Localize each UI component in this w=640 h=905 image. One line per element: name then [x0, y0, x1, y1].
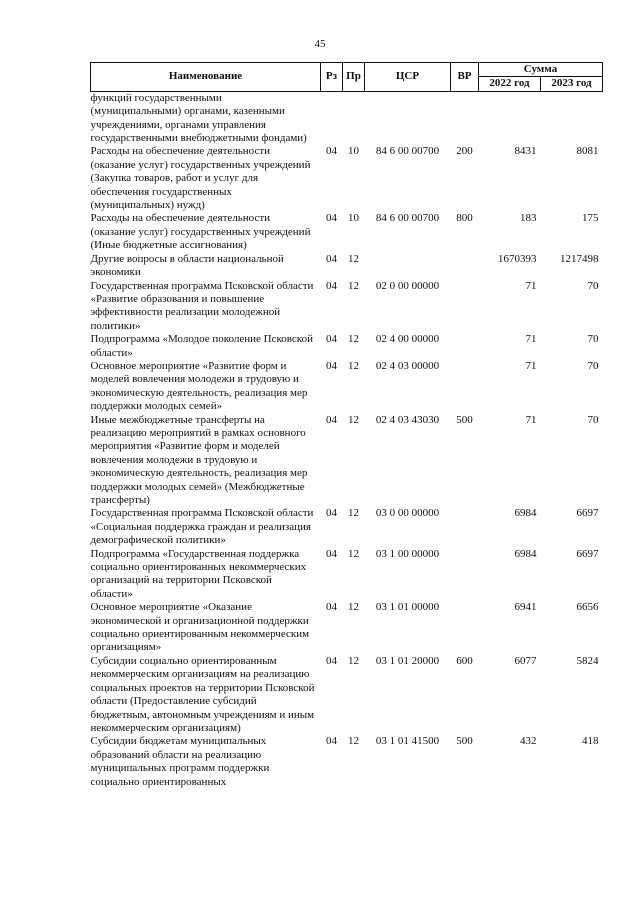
table-body	[91, 91, 603, 789]
cell-pr: 12	[348, 654, 359, 667]
cell-vr: 800	[456, 212, 473, 225]
cell-pr: 12	[348, 507, 359, 520]
table-row	[91, 333, 603, 360]
cell-2022: 432	[520, 735, 537, 748]
cell-2022: 6077	[514, 654, 537, 667]
table-row	[91, 414, 603, 508]
cell-name: Субсидии бюджетам муниципальных образований области на реализацию муниципальных программ поддержки социально ориентированных	[90, 735, 270, 788]
header-csr: ЦСР	[365, 63, 451, 92]
cell-vr	[451, 507, 479, 547]
cell-rz: 04	[326, 601, 337, 614]
header-pr: Пр	[343, 63, 365, 92]
budget-table	[90, 62, 603, 789]
cell-2023: 70	[587, 333, 599, 346]
cell-rz: 04	[326, 547, 337, 560]
table-row	[91, 91, 603, 145]
cell-csr: 02 4 00 00000	[375, 333, 440, 346]
table-row	[91, 145, 603, 212]
cell-pr: 12	[348, 279, 359, 292]
cell-csr: 02 4 03 00000	[375, 359, 440, 372]
cell-pr: 12	[348, 735, 359, 748]
cell-name: Основное мероприятие «Оказание экономической и организационной поддержки социально ориентированным некоммерческим организациям»	[90, 601, 310, 654]
cell-rz: 04	[326, 212, 337, 225]
cell-2023: 1217498	[560, 252, 599, 265]
cell-vr: 600	[456, 654, 473, 667]
cell-2022: 71	[525, 359, 537, 372]
table-row	[91, 253, 603, 280]
cell-2022: 8431	[514, 145, 537, 158]
cell-name: Расходы на обеспечение деятельности (оказание услуг) государственных учреждений (Закупка товаров, работ и услуг для обеспечения государственных (муниципальных) нужд)	[90, 145, 311, 212]
cell-pr: 12	[348, 601, 359, 614]
cell-vr	[451, 601, 479, 655]
cell-rz: 04	[326, 735, 337, 748]
cell-rz: 04	[326, 359, 337, 372]
cell-2023: 70	[587, 279, 599, 292]
cell-2023: 6697	[576, 507, 599, 520]
cell-name: Подпрограмма «Государственная поддержка социально ориентированных некоммерческих организаций на территории Псковской области»	[90, 547, 307, 600]
cell-csr: 84 6 00 00700	[375, 212, 440, 225]
cell-csr: 84 6 00 00700	[375, 145, 440, 158]
table-row	[91, 548, 603, 602]
cell-2023: 8081	[576, 145, 599, 158]
cell-rz: 04	[326, 507, 337, 520]
table-row	[91, 212, 603, 252]
cell-pr: 10	[348, 145, 359, 158]
cell-rz: 04	[326, 279, 337, 292]
cell-pr: 12	[348, 359, 359, 372]
cell-2022: 6984	[514, 507, 537, 520]
cell-rz: 04	[326, 413, 337, 426]
cell-pr: 10	[348, 212, 359, 225]
table-row	[91, 601, 603, 655]
cell-csr: 03 1 00 00000	[375, 547, 440, 560]
cell-2023: 70	[587, 413, 599, 426]
cell-csr: 03 0 00 00000	[375, 507, 440, 520]
table-row	[91, 735, 603, 789]
cell-name: Государственная программа Псковской области «Социальная поддержка граждан и реализация демографической политики»	[90, 507, 314, 547]
cell-2023	[541, 91, 603, 145]
cell-rz: 04	[326, 654, 337, 667]
cell-vr	[451, 253, 479, 280]
table-row	[91, 280, 603, 334]
cell-name: Расходы на обеспечение деятельности (оказание услуг) государственных учреждений (Иные бюджетные ассигнования)	[90, 212, 311, 252]
cell-2022: 6984	[514, 547, 537, 560]
cell-csr: 03 1 01 41500	[375, 735, 440, 748]
header-year-2023: 2023 год	[541, 77, 603, 91]
cell-name: Государственная программа Псковской области «Развитие образования и повышение эффективности реализации молодежной политики»	[90, 279, 314, 332]
cell-2023: 70	[587, 359, 599, 372]
table-row	[91, 655, 603, 735]
table-row	[91, 360, 603, 414]
cell-2023: 6656	[576, 601, 599, 614]
cell-csr: 02 0 00 00000	[375, 279, 440, 292]
cell-2023: 418	[582, 735, 599, 748]
header-year-2022: 2022 год	[479, 77, 541, 91]
cell-2022: 6941	[514, 601, 537, 614]
cell-vr: 500	[456, 735, 473, 748]
cell-name: Субсидии социально ориентированным некоммерческим организациям на реализацию социальных проектов на территории Псковской области (Предоставление субсидий бюджетным, автономным учреждениям и иным некоммерческим организациям)	[90, 654, 315, 734]
cell-pr: 12	[348, 413, 359, 426]
table-header	[91, 63, 603, 92]
cell-pr	[343, 91, 365, 145]
cell-2022: 1670393	[498, 252, 537, 265]
cell-2022: 183	[520, 212, 537, 225]
table-row	[91, 507, 603, 547]
header-sum: Сумма	[479, 63, 603, 77]
cell-csr	[365, 91, 451, 145]
header-vr: ВР	[451, 63, 479, 92]
cell-2023: 175	[582, 212, 599, 225]
cell-rz	[321, 91, 343, 145]
cell-vr	[451, 280, 479, 334]
cell-name: Иные межбюджетные трансферты на реализацию мероприятий в рамках основного мероприятия «Развитие форм и моделей вовлечения молодежи в трудовую и экономическую деятельность, реализация мер поддержки молодых семей» (Межбюджетные трансферты)	[90, 413, 308, 506]
cell-csr: 03 1 01 00000	[375, 601, 440, 614]
cell-name: функций государственными (муниципальными) органами, казенными учреждениями, органами управления государственными внебюджетными фондами)	[90, 91, 307, 145]
cell-name: Основное мероприятие «Развитие форм и моделей вовлечения молодежи в трудовую и экономическую деятельность, реализация мер поддержки молодых семей»	[90, 359, 308, 413]
cell-2023: 5824	[576, 654, 599, 667]
cell-csr	[365, 253, 451, 280]
cell-vr: 200	[456, 145, 473, 158]
cell-vr: 500	[456, 413, 473, 426]
cell-rz: 04	[326, 333, 337, 346]
cell-2022: 71	[525, 279, 537, 292]
cell-pr: 12	[348, 252, 359, 265]
cell-name: Другие вопросы в области национальной экономики	[90, 252, 284, 279]
cell-pr: 12	[348, 547, 359, 560]
cell-2022: 71	[525, 333, 537, 346]
cell-vr	[451, 91, 479, 145]
page-number: 45	[314, 38, 326, 50]
cell-rz: 04	[326, 252, 337, 265]
cell-2022: 71	[525, 413, 537, 426]
cell-vr	[451, 548, 479, 602]
cell-vr	[451, 360, 479, 414]
cell-csr: 02 4 03 43030	[375, 413, 440, 426]
cell-name: Подпрограмма «Молодое поколение Псковской области»	[90, 333, 313, 359]
cell-vr	[451, 333, 479, 360]
header-name: Наименование	[91, 63, 321, 92]
cell-2022	[479, 91, 541, 145]
cell-pr: 12	[348, 333, 359, 346]
header-rz: Рз	[321, 63, 343, 92]
cell-2023: 6697	[576, 547, 599, 560]
cell-csr: 03 1 01 20000	[375, 654, 440, 667]
cell-rz: 04	[326, 145, 337, 158]
